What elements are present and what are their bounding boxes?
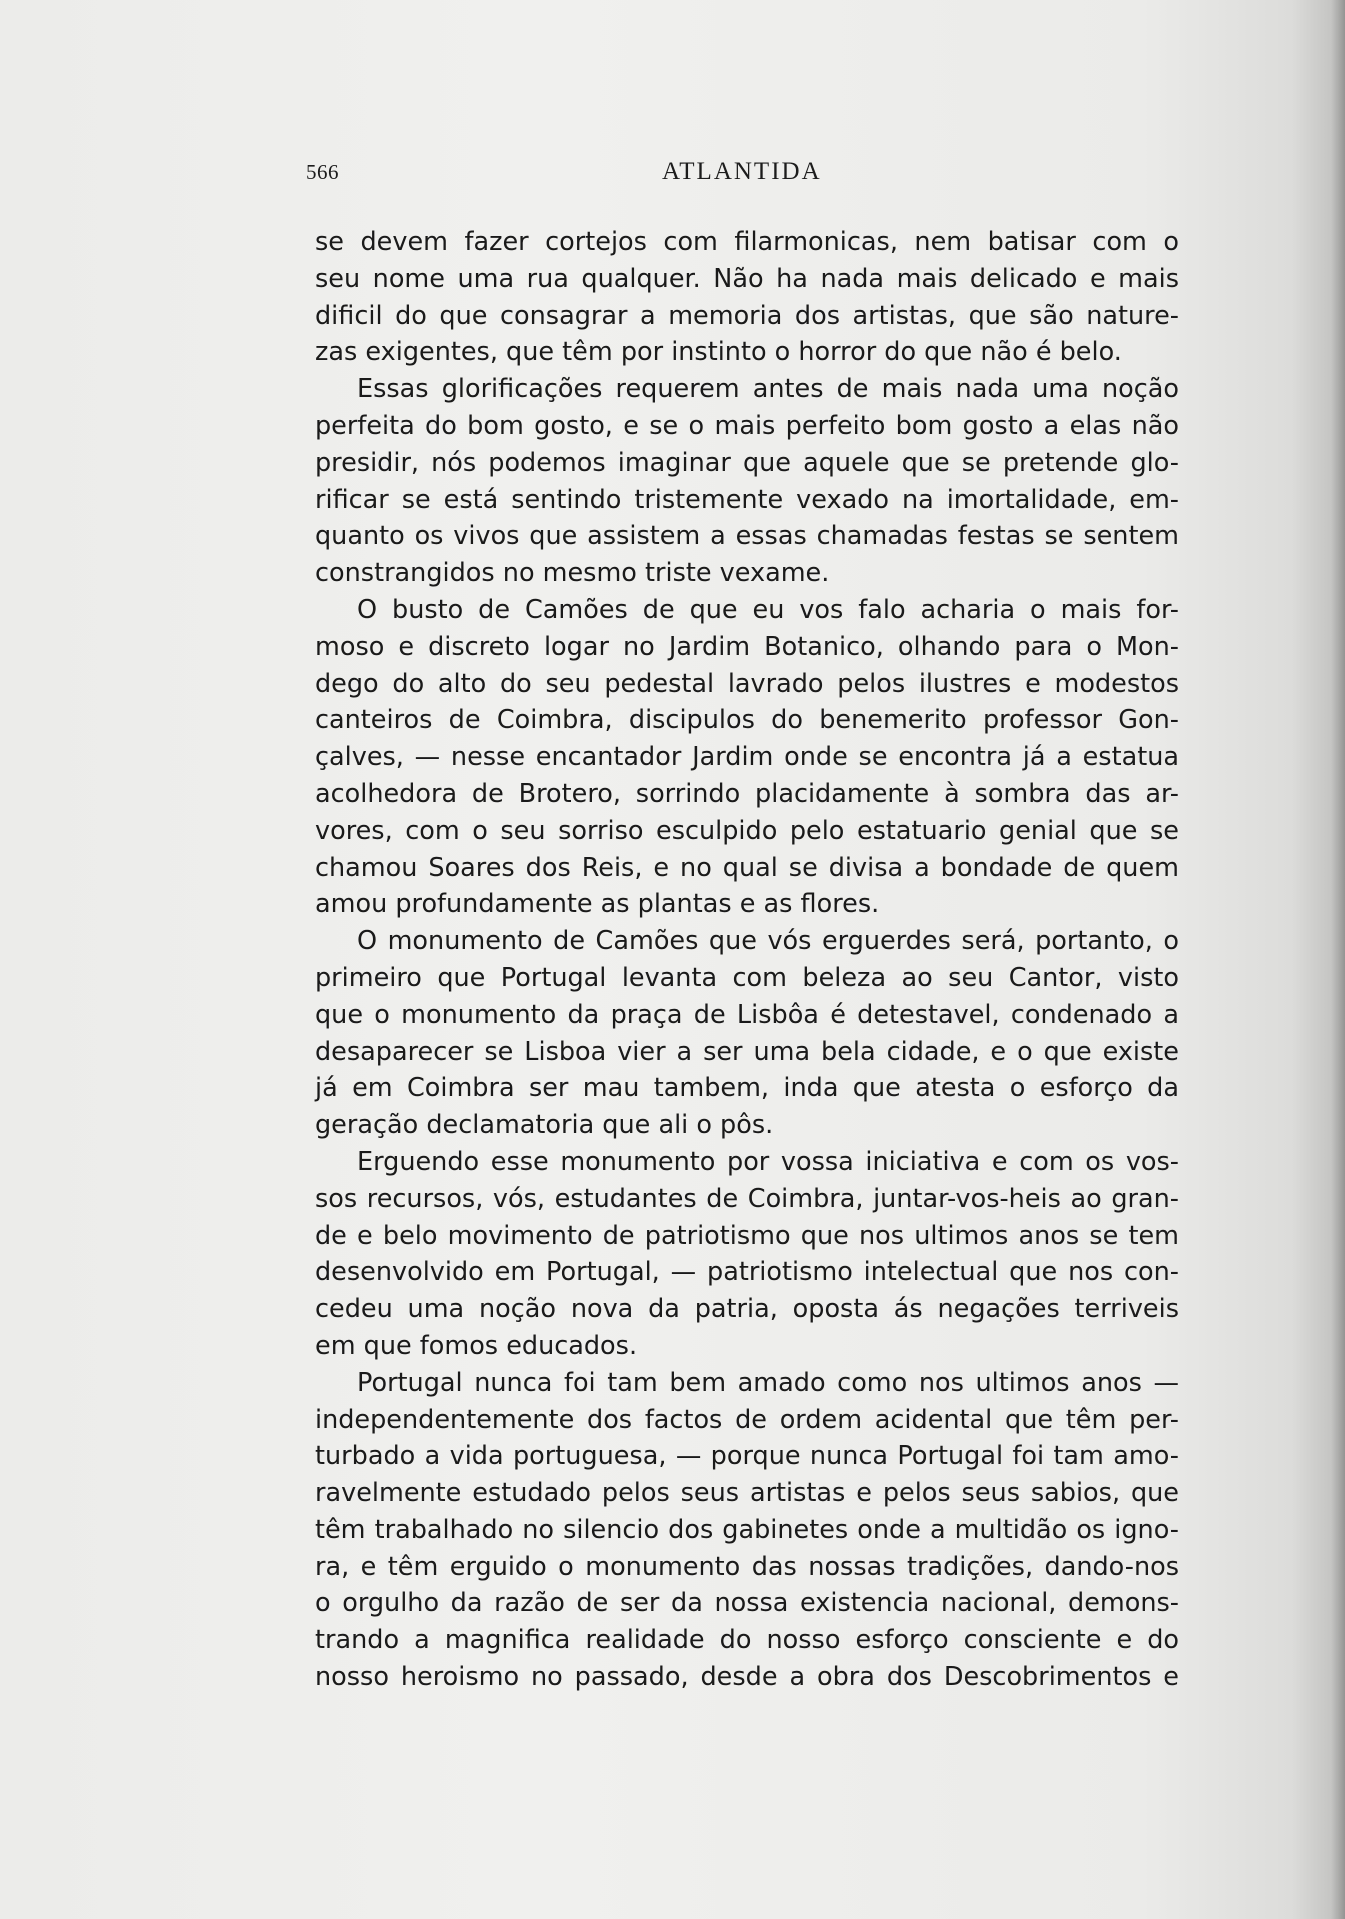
text-line: canteiros de Coimbra, discipulos do benemerito professor Gon-: [315, 705, 1179, 736]
paragraph: [315, 224, 1179, 371]
text-line: amou profundamente as plantas e as flores.: [315, 889, 880, 920]
text-line: sos recursos, vós, estudantes de Coimbra, juntar-vos-heis ao gran-: [315, 1183, 1179, 1214]
paragraph: [315, 592, 1179, 923]
text-line: vores, com o seu sorriso esculpido pelo estatuario genial que se: [315, 815, 1179, 846]
text-line: moso e discreto logar no Jardim Botanico, olhando para o Mon-: [315, 631, 1179, 662]
text-line: Essas glorificações requerem antes de mais nada uma noção: [357, 374, 1179, 405]
text-line: quanto os vivos que assistem a essas chamadas festas se sentem: [315, 521, 1179, 552]
text-line: dego do alto do seu pedestal lavrado pelos ilustres e modestos: [315, 668, 1179, 699]
text-line: turbado a vida portuguesa, — porque nunca Portugal foi tam amo-: [315, 1441, 1179, 1472]
paragraph: [315, 923, 1179, 1144]
text-line: ravelmente estudado pelos seus artistas e pelos seus sabios, que: [315, 1478, 1179, 1509]
text-line: Erguendo esse monumento por vossa iniciativa e com os vos-: [357, 1146, 1179, 1177]
text-line: constrangidos no mesmo triste vexame.: [315, 558, 830, 589]
text-line: rificar se está sentindo tristemente vexado na imortalidade, em-: [315, 484, 1179, 515]
text-line: çalves, — nesse encantador Jardim onde se encontra já a estatua: [315, 742, 1179, 773]
text-line: de e belo movimento de patriotismo que nos ultimos anos se tem: [315, 1220, 1179, 1251]
text-line: que o monumento da praça de Lisbôa é detestavel, condenado a: [315, 999, 1179, 1030]
text-line: primeiro que Portugal levanta com beleza ao seu Cantor, visto: [315, 962, 1179, 993]
text-line: têm trabalhado no silencio dos gabinetes onde a multidão os igno-: [315, 1514, 1179, 1545]
text-line: ra, e têm erguido o monumento das nossas tradições, dando-nos: [315, 1551, 1179, 1582]
text-line: O monumento de Camões que vós erguerdes será, portanto, o: [357, 926, 1179, 957]
text-line: trando a magnifica realidade do nosso esforço consciente e do: [315, 1625, 1179, 1656]
text-line: desaparecer se Lisboa vier a ser uma bela cidade, e o que existe: [315, 1036, 1179, 1067]
text-line: seu nome uma rua qualquer. Não ha nada mais delicado e mais: [315, 263, 1179, 294]
body-text: [315, 224, 1179, 1696]
paragraph: [315, 1365, 1179, 1696]
page-number: 566: [306, 160, 339, 184]
text-line: geração declamatoria que ali o pôs.: [315, 1110, 774, 1141]
text-line: cedeu uma noção nova da patria, oposta ás negações terriveis: [315, 1294, 1179, 1325]
running-head: [306, 160, 1182, 194]
text-line: chamou Soares dos Reis, e no qual se divisa a bondade de quem: [315, 852, 1179, 883]
text-line: se devem fazer cortejos com filarmonicas, nem batisar com o: [315, 227, 1179, 257]
text-line: O busto de Camões de que eu vos falo acharia o mais for-: [357, 594, 1179, 625]
text-line: dificil do que consagrar a memoria dos artistas, que são nature-: [315, 300, 1179, 331]
text-line: em que fomos educados.: [315, 1330, 638, 1361]
text-line: Portugal nunca foi tam bem amado como nos ultimos anos —: [357, 1367, 1179, 1398]
text-line: o orgulho da razão de ser da nossa existencia nacional, demons-: [315, 1588, 1179, 1619]
text-line: perfeita do bom gosto, e se o mais perfeito bom gosto a elas não: [315, 410, 1179, 441]
text-line: já em Coimbra ser mau tambem, inda que atesta o esforço da: [315, 1073, 1179, 1104]
text-line: presidir, nós podemos imaginar que aquele que se pretende glo-: [315, 447, 1179, 478]
text-line: zas exigentes, que têm por instinto o horror do que não é belo.: [315, 337, 1122, 368]
journal-title: ATLANTIDA: [662, 158, 822, 185]
text-line: desenvolvido em Portugal, — patriotismo intelectual que nos con-: [315, 1257, 1179, 1288]
text-line: nosso heroismo no passado, desde a obra dos Descobrimentos e: [315, 1662, 1179, 1693]
text-line: acolhedora de Brotero, sorrindo placidamente à sombra das ar-: [315, 778, 1179, 809]
page-edge-shadow: [1331, 0, 1345, 1919]
text-line: independentemente dos factos de ordem acidental que têm per-: [315, 1404, 1179, 1435]
paragraph: [315, 371, 1179, 592]
paragraph: [315, 1144, 1179, 1365]
